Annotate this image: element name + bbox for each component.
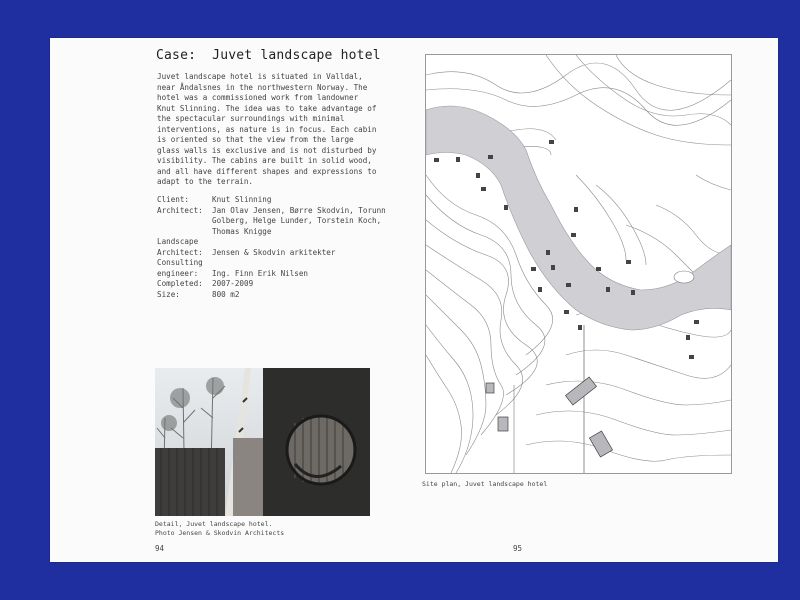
page-title: Case: Juvet landscape hotel <box>156 48 381 63</box>
detail-photo-illustration <box>155 368 370 516</box>
site-plan-drawing <box>426 55 731 473</box>
credit-size: Size: 800 m2 <box>157 289 240 299</box>
credit-client: Client: Knut Slinning <box>157 195 272 204</box>
site-plan-caption: Site plan, Juvet landscape hotel <box>422 480 548 488</box>
credit-consulting-heading: Consulting <box>157 258 203 267</box>
page-number-right: 95 <box>513 544 523 553</box>
credit-architect: Architect: Jan Olav Jensen, Børre Skodvin, Torunn Golberg, Helge Lunder, Torstein Koch, Thomas Knigge <box>157 205 386 236</box>
photo-caption: Detail, Juvet landscape hotel. Photo Jensen & Skodvin Architects <box>155 520 285 537</box>
credit-consulting: engineer: Ing. Finn Erik Nilsen <box>157 268 309 278</box>
page-number-left: 94 <box>155 544 165 553</box>
detail-photo <box>155 368 370 516</box>
credit-completed: Completed: 2007-2009 <box>157 279 254 288</box>
body-paragraph: Juvet landscape hotel is situated in Valldal, near Åndalsnes in the northwestern Norway. The hotel was a commissioned work from landowner Knut Slinning. The idea was to take advantage of the spectacular surroundings with minimal interventions, as nature is in focus. Each cabin is oriented so that the view from the large glass walls is exclusive and is not disturbed by visibility. The cabins are built in solid wood, and all have different shapes and expressions to adapt to the terrain. <box>157 72 377 186</box>
site-plan <box>426 55 731 473</box>
book-spread <box>50 38 778 562</box>
project-credits <box>157 195 387 300</box>
credit-landscape-heading: Landscape <box>157 237 199 246</box>
credit-landscape: Architect: Jensen & Skodvin arkitekter <box>157 247 336 257</box>
